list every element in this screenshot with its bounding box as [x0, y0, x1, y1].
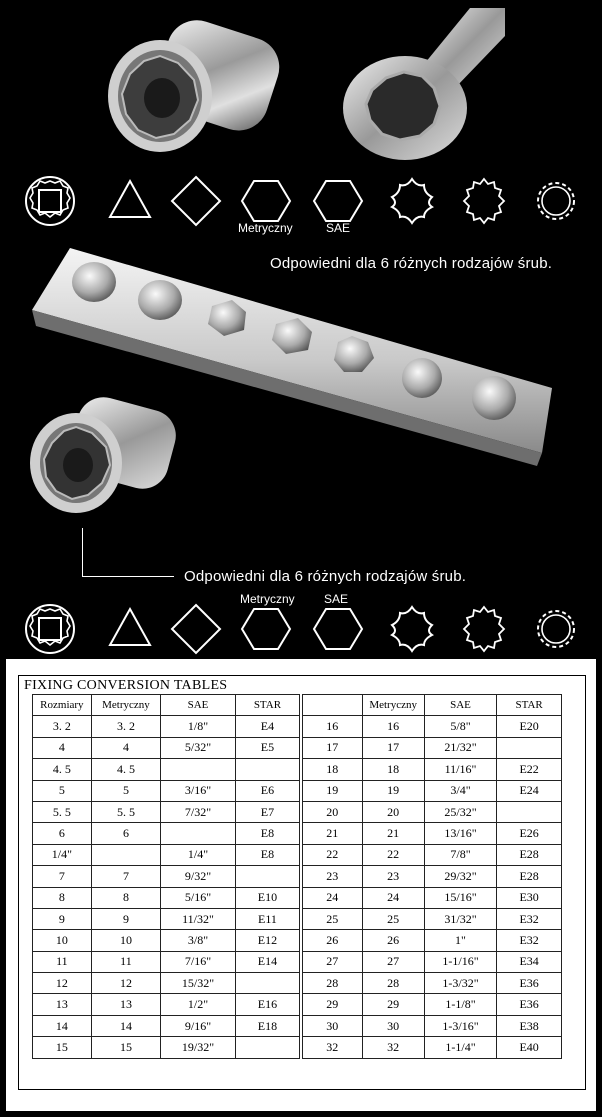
cell-metric: 26: [362, 930, 424, 951]
cell-size: 30: [303, 1015, 363, 1036]
cell-size: 28: [303, 973, 363, 994]
cell-star: E12: [235, 930, 299, 951]
cell-metric: 8: [91, 887, 160, 908]
cell-sae: 1-1/16": [424, 951, 497, 972]
table-row: [303, 737, 562, 758]
cell-star: [235, 1037, 299, 1058]
cell-star: [235, 759, 299, 780]
table-header-row: [33, 695, 300, 716]
cell-metric: 30: [362, 1015, 424, 1036]
cell-star: E22: [497, 759, 562, 780]
cell-sae: 1/4": [161, 844, 236, 865]
cell-star: E38: [497, 1015, 562, 1036]
diamond-icon: [168, 601, 224, 657]
cell-size: 19: [303, 780, 363, 801]
cell-star: E14: [235, 951, 299, 972]
header-metric: Metryczny: [91, 695, 160, 716]
cell-sae: 11/16": [424, 759, 497, 780]
cell-star: E36: [497, 994, 562, 1015]
fastener-shapes-row-bottom: [0, 601, 602, 657]
square-socket-icon: [22, 601, 78, 657]
cell-sae: [161, 759, 236, 780]
cell-size: 23: [303, 866, 363, 887]
cell-size: 20: [303, 801, 363, 822]
cell-size: 13: [33, 994, 92, 1015]
cell-metric: 7: [91, 866, 160, 887]
cell-metric: 29: [362, 994, 424, 1015]
table-row: [33, 737, 300, 758]
cell-size: 4: [33, 737, 92, 758]
cell-size: 8: [33, 887, 92, 908]
cell-sae: 7/16": [161, 951, 236, 972]
table-row: [33, 844, 300, 865]
table-row: [33, 994, 300, 1015]
sae-label-top: SAE: [326, 221, 351, 235]
cell-sae: 7/8": [424, 844, 497, 865]
table-row: [33, 908, 300, 929]
table-row: [303, 908, 562, 929]
cell-metric: 19: [362, 780, 424, 801]
cell-star: E28: [497, 844, 562, 865]
cell-metric: 15: [91, 1037, 160, 1058]
cell-sae: 31/32": [424, 908, 497, 929]
connector-line-vertical: [82, 528, 83, 576]
metric-label-bottom: Metryczny: [240, 592, 295, 606]
wrench-photo: [330, 8, 510, 163]
socket-photo-top: [100, 8, 290, 158]
table-row: [303, 716, 562, 737]
cell-size: 10: [33, 930, 92, 951]
cell-sae: 15/32": [161, 973, 236, 994]
header-metric: Metryczny: [362, 695, 424, 716]
cell-size: 15: [33, 1037, 92, 1058]
cell-star: E7: [235, 801, 299, 822]
table-row: [33, 759, 300, 780]
cell-size: 18: [303, 759, 363, 780]
table-title: FIXING CONVERSION TABLES: [24, 678, 228, 693]
caption-top: Odpowiedni dla 6 różnych rodzajów śrub.: [270, 255, 553, 272]
cell-sae: 5/16": [161, 887, 236, 908]
table-row: [303, 844, 562, 865]
cell-metric: 27: [362, 951, 424, 972]
cell-star: E4: [235, 716, 299, 737]
hexagon-icon: [310, 601, 366, 657]
caption-bottom: Odpowiedni dla 6 różnych rodzajów śrub.: [184, 568, 467, 585]
cell-star: E32: [497, 908, 562, 929]
table-row: [33, 823, 300, 844]
cell-metric: 10: [91, 930, 160, 951]
cell-star: E40: [497, 1037, 562, 1058]
cell-star: E10: [235, 887, 299, 908]
cell-sae: 25/32": [424, 801, 497, 822]
cell-metric: 18: [362, 759, 424, 780]
cell-size: 1/4": [33, 844, 92, 865]
table-row: [33, 887, 300, 908]
table-row: [303, 801, 562, 822]
cell-sae: 3/8": [161, 930, 236, 951]
table-row: [33, 973, 300, 994]
cell-size: 7: [33, 866, 92, 887]
cell-star: E20: [497, 716, 562, 737]
cell-metric: 21: [362, 823, 424, 844]
table-row: [303, 951, 562, 972]
cell-star: E8: [235, 844, 299, 865]
cell-size: 6: [33, 823, 92, 844]
cell-sae: 1-1/8": [424, 994, 497, 1015]
cell-sae: 9/32": [161, 866, 236, 887]
cell-metric: 22: [362, 844, 424, 865]
cell-star: E11: [235, 908, 299, 929]
spline-icon: [456, 601, 512, 657]
conversion-table-left: [32, 694, 300, 1059]
sae-label-bottom: SAE: [324, 592, 349, 606]
cell-sae: 5/8": [424, 716, 497, 737]
header-size: [303, 695, 363, 716]
cell-star: E28: [497, 866, 562, 887]
table-row: [303, 930, 562, 951]
connector-line-horizontal: [82, 576, 174, 577]
cell-size: 24: [303, 887, 363, 908]
table-row: [33, 1037, 300, 1058]
cell-sae: 1-3/16": [424, 1015, 497, 1036]
cell-sae: 7/32": [161, 801, 236, 822]
cell-metric: 28: [362, 973, 424, 994]
table-row: [33, 801, 300, 822]
cell-sae: 3/16": [161, 780, 236, 801]
cell-star: E26: [497, 823, 562, 844]
cell-metric: 32: [362, 1037, 424, 1058]
table-row: [303, 823, 562, 844]
cell-sae: 9/16": [161, 1015, 236, 1036]
cell-sae: 13/16": [424, 823, 497, 844]
cell-metric: 17: [362, 737, 424, 758]
cell-size: 29: [303, 994, 363, 1015]
cell-size: 26: [303, 930, 363, 951]
cell-metric: 3. 2: [91, 716, 160, 737]
cell-metric: 5: [91, 780, 160, 801]
cell-sae: 1-3/32": [424, 973, 497, 994]
cell-sae: 21/32": [424, 737, 497, 758]
cell-size: 5. 5: [33, 801, 92, 822]
table-row: [33, 780, 300, 801]
cell-sae: 3/4": [424, 780, 497, 801]
cell-sae: 29/32": [424, 866, 497, 887]
cell-sae: 5/32": [161, 737, 236, 758]
cell-star: [497, 737, 562, 758]
header-size: Rozmiary: [33, 695, 92, 716]
cell-metric: 20: [362, 801, 424, 822]
cell-sae: 1": [424, 930, 497, 951]
cell-star: E34: [497, 951, 562, 972]
cell-star: [235, 866, 299, 887]
cell-star: E36: [497, 973, 562, 994]
cell-size: 11: [33, 951, 92, 972]
cell-size: 14: [33, 1015, 92, 1036]
cell-metric: 24: [362, 887, 424, 908]
cell-size: 16: [303, 716, 363, 737]
cell-sae: 15/16": [424, 887, 497, 908]
diamond-icon: [168, 173, 224, 229]
cell-metric: 9: [91, 908, 160, 929]
cell-star: E18: [235, 1015, 299, 1036]
cell-metric: 23: [362, 866, 424, 887]
table-row: [33, 951, 300, 972]
cell-size: 9: [33, 908, 92, 929]
cell-size: 32: [303, 1037, 363, 1058]
cell-star: [497, 801, 562, 822]
cell-metric: 4: [91, 737, 160, 758]
table-row: [303, 1037, 562, 1058]
cell-size: 5: [33, 780, 92, 801]
cell-star: E8: [235, 823, 299, 844]
cell-star: E6: [235, 780, 299, 801]
cell-size: 4. 5: [33, 759, 92, 780]
cell-metric: 14: [91, 1015, 160, 1036]
header-sae: SAE: [424, 695, 497, 716]
table-row: [303, 866, 562, 887]
header-star: STAR: [235, 695, 299, 716]
cell-size: 25: [303, 908, 363, 929]
star-icon: [384, 173, 440, 229]
table-row: [303, 780, 562, 801]
multi-point-icon: [528, 173, 584, 229]
cell-star: E30: [497, 887, 562, 908]
cell-size: 21: [303, 823, 363, 844]
cell-size: 12: [33, 973, 92, 994]
cell-size: 17: [303, 737, 363, 758]
table-row: [303, 759, 562, 780]
cell-metric: 16: [362, 716, 424, 737]
cell-star: E5: [235, 737, 299, 758]
multi-point-icon: [528, 601, 584, 657]
table-row: [303, 887, 562, 908]
table-row: [303, 994, 562, 1015]
cell-sae: 11/32": [161, 908, 236, 929]
cell-metric: 11: [91, 951, 160, 972]
cell-metric: 5. 5: [91, 801, 160, 822]
cell-size: 27: [303, 951, 363, 972]
cell-sae: [161, 823, 236, 844]
table-row: [33, 866, 300, 887]
table-row: [33, 930, 300, 951]
hexagon-icon: [238, 601, 294, 657]
cell-star: E16: [235, 994, 299, 1015]
triangle-icon: [102, 173, 158, 229]
square-socket-icon: [22, 173, 78, 229]
cell-metric: 4. 5: [91, 759, 160, 780]
conversion-table-right: [302, 694, 562, 1059]
cell-star: E32: [497, 930, 562, 951]
cell-metric: 6: [91, 823, 160, 844]
fastener-shapes-row-top: [0, 173, 602, 229]
table-header-row: [303, 695, 562, 716]
cell-sae: 1/8": [161, 716, 236, 737]
table-row: [303, 1015, 562, 1036]
cell-sae: 1/2": [161, 994, 236, 1015]
header-star: STAR: [497, 695, 562, 716]
cell-metric: 25: [362, 908, 424, 929]
star-icon: [384, 601, 440, 657]
table-row: [33, 716, 300, 737]
cell-metric: 13: [91, 994, 160, 1015]
spline-icon: [456, 173, 512, 229]
table-row: [33, 1015, 300, 1036]
cell-sae: 1-1/4": [424, 1037, 497, 1058]
cell-size: 3. 2: [33, 716, 92, 737]
cell-size: 22: [303, 844, 363, 865]
cell-metric: 12: [91, 973, 160, 994]
cell-star: [235, 973, 299, 994]
header-sae: SAE: [161, 695, 236, 716]
metric-label-top: Metryczny: [238, 221, 293, 235]
cell-star: E24: [497, 780, 562, 801]
table-row: [303, 973, 562, 994]
cell-sae: 19/32": [161, 1037, 236, 1058]
cell-metric: [91, 844, 160, 865]
socket-photo-bottom: [28, 395, 188, 525]
triangle-icon: [102, 601, 158, 657]
